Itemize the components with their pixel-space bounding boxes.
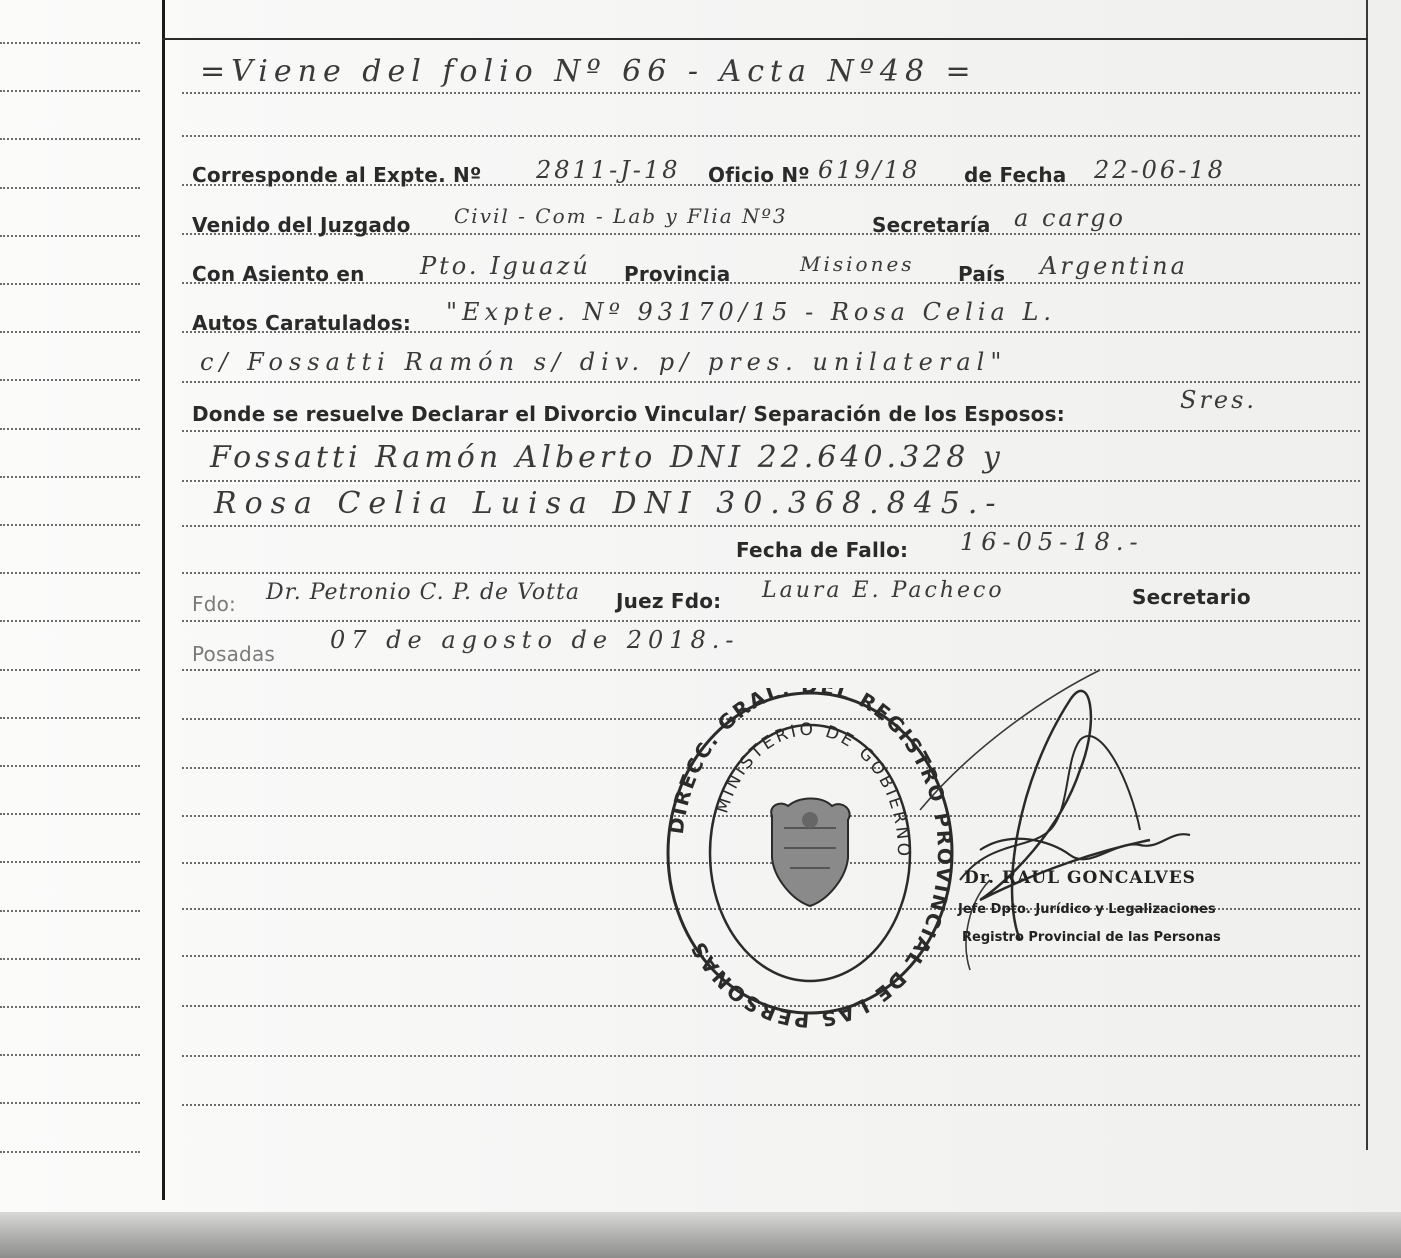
fecha-label: de Fecha	[964, 163, 1067, 187]
main-rule	[182, 1104, 1360, 1106]
main-rule	[182, 430, 1360, 432]
bottom-shadow	[0, 1212, 1401, 1258]
left-margin-rule	[0, 524, 140, 526]
spouse-1: Fossatti Ramón Alberto DNI 22.640.328 y	[210, 440, 1004, 475]
secretario-label: Secretario	[1132, 585, 1251, 609]
autos-label: Autos Caratulados:	[192, 311, 412, 335]
left-margin-rule	[0, 620, 140, 622]
juez-value: Laura E. Pacheco	[762, 578, 1005, 603]
handwritten-signature	[900, 640, 1230, 1000]
left-margin-rule	[0, 1006, 140, 1008]
autos-value-2: c/ Fossatti Ramón s/ div. p/ pres. unilateral"	[200, 348, 1008, 376]
left-margin-rule	[0, 428, 140, 430]
main-rule	[182, 572, 1360, 574]
main-rule	[182, 92, 1360, 94]
left-margin-rule	[0, 235, 140, 237]
left-margin-rule	[0, 861, 140, 863]
venido-label: Venido del Juzgado	[192, 213, 411, 237]
left-margin-rule	[0, 283, 140, 285]
left-margin-rule	[0, 379, 140, 381]
left-margin-rule	[0, 717, 140, 719]
fecha-value: 22-06-18	[1094, 156, 1226, 184]
left-margin-line	[162, 0, 165, 1200]
main-rule	[182, 480, 1360, 482]
fallo-value: 16-05-18.-	[960, 528, 1144, 556]
provincia-label: Provincia	[624, 262, 731, 286]
fdo-label: Fdo:	[192, 592, 236, 616]
expte-value: 2811-J-18	[536, 156, 681, 184]
signatory-organization: Registro Provincial de las Personas	[962, 930, 1221, 945]
posadas-label: Posadas	[192, 642, 276, 666]
main-rule	[182, 620, 1360, 622]
left-margin-rule	[0, 910, 140, 912]
spouse-2: Rosa Celia Luisa DNI 30.368.845.-	[214, 486, 1004, 521]
right-margin-line	[1366, 0, 1368, 1150]
donde-label: Donde se resuelve Declarar el Divorcio Vincular/ Separación de los Esposos:	[192, 402, 1065, 426]
viene-del-folio: =Viene del folio Nº 66 - Acta Nº48 =	[200, 54, 977, 89]
stamp-inner-text: MINISTERIO DE GOBIERNO	[712, 719, 914, 860]
left-margin-rule	[0, 187, 140, 189]
donde-value: Sres.	[1180, 386, 1258, 414]
oficio-value: 619/18	[818, 156, 921, 184]
secretaria-label: Secretaría	[872, 213, 991, 237]
left-margin-rule	[0, 669, 140, 671]
fallo-label: Fecha de Fallo:	[736, 538, 909, 562]
main-rule	[182, 525, 1360, 527]
left-margin-rule	[0, 90, 140, 92]
left-margin-rule	[0, 138, 140, 140]
autos-value-1: "Expte. Nº 93170/15 - Rosa Celia L.	[446, 298, 1057, 326]
pais-value: Argentina	[1040, 252, 1188, 280]
venido-value: Civil - Com - Lab y Flia Nº3	[454, 204, 788, 228]
fdo-value: Dr. Petronio C. P. de Votta	[266, 580, 580, 605]
corresponde-label: Corresponde al Expte. Nº	[192, 163, 482, 187]
posadas-value: 07 de agosto de 2018.-	[330, 626, 740, 654]
main-rule	[182, 1055, 1360, 1057]
asiento-label: Con Asiento en	[192, 262, 365, 286]
signatory-name: Dr. RAUL GONCALVES	[964, 868, 1196, 888]
coat-of-arms-icon	[771, 799, 849, 907]
left-margin-rule	[0, 42, 140, 44]
oficio-label: Oficio Nº	[708, 163, 810, 187]
stamp-outer-text: DIRECC. GRAL. L REGISTRO PROVINCIAL DE LAS PERSONAS	[663, 688, 958, 1033]
left-margin-rule	[0, 1054, 140, 1056]
left-margin-rule	[0, 765, 140, 767]
main-rule	[182, 381, 1360, 383]
signatory-role: Jefe Dpto. Jurídico y Legalizaciones	[958, 902, 1216, 917]
left-margin-rule	[0, 958, 140, 960]
left-margin-rule	[0, 476, 140, 478]
pais-label: País	[958, 262, 1006, 286]
secretaria-value: a cargo	[1014, 204, 1126, 232]
left-margin-rule	[0, 813, 140, 815]
left-margin-rule	[0, 331, 140, 333]
top-border-line	[162, 38, 1368, 40]
provincia-value: Misiones	[800, 252, 915, 276]
juez-label: Juez Fdo:	[616, 589, 722, 613]
main-rule	[182, 135, 1360, 137]
left-margin-rule	[0, 572, 140, 574]
left-margin-rule	[0, 1102, 140, 1104]
asiento-value: Pto. Iguazú	[420, 252, 591, 280]
left-margin-rule	[0, 1151, 140, 1153]
